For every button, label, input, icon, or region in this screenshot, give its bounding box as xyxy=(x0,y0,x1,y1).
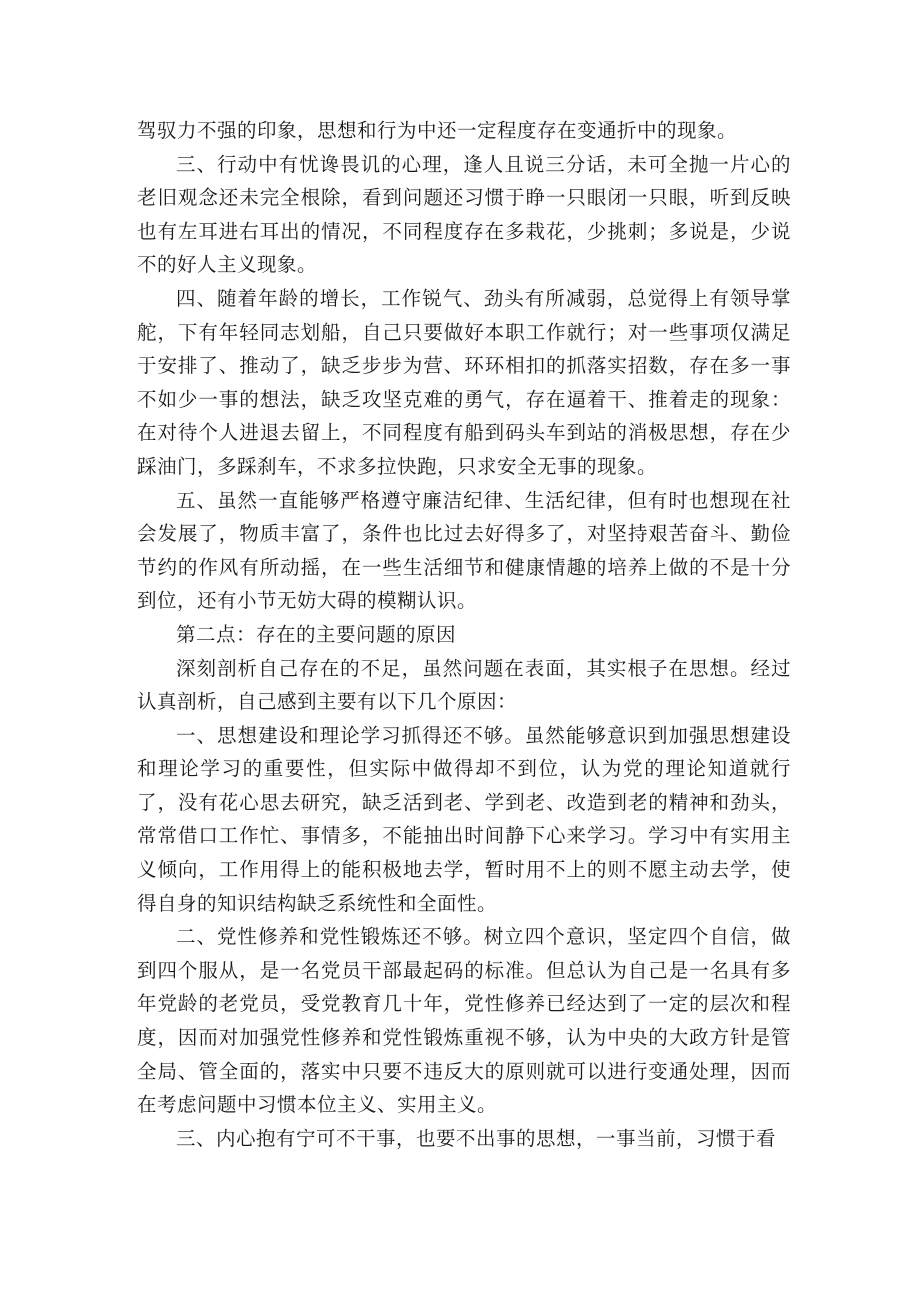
paragraph: 驾驭力不强的印象，思想和行为中还一定程度存在变通折中的现象。 xyxy=(137,119,738,142)
paragraph: 四、随着年龄的增长，工作锐气、劲头有所减弱，总觉得上有领导掌舵，下有年轻同志划船，自己只要做好本职工作就行；对一些事项仅满足于安排了、推动了，缺乏步步为营、环环相扣的抓落实招数，存在多一事不如少一事的想法，缺乏攻坚克难的勇气，存在逼着干、推着走的现象：在对待个人进退去留上，不同程度有船到码头车到站的消极思想，存在少踩油门，多踩刹车，不求多拉快跑，只求安全无事的现象。 xyxy=(137,286,791,478)
paragraph: 一、思想建设和理论学习抓得还不够。虽然能够意识到加强思想建设和理论学习的重要性，但实际中做得却不到位，认为党的理论知道就行了，没有花心思去研究，缺乏活到老、学到老、改造到老的精神和劲头，常常借口工作忙、事情多，不能抽出时间静下心来学习。学习中有实用主义倾向，工作用得上的能积极地去学，暂时用不上的则不愿主动去学，使得自身的知识结构缺乏系统性和全面性。 xyxy=(137,723,791,915)
paragraph: 二、党性修养和党性锻炼还不够。树立四个意识，坚定四个自信，做到四个服从，是一名党员干部最起码的标准。但总认为自己是一名具有多年党龄的老党员，受党教育几十年，党性修养已经达到了一定的层次和程度，因而对加强党性修养和党性锻炼重视不够，认为中央的大政方针是管全局、管全面的，落实中只要不违反大的原则就可以进行变通处理，因而在考虑问题中习惯本位主义、实用主义。 xyxy=(137,925,791,1117)
paragraph: 五、虽然一直能够严格遵守廉洁纪律、生活纪律，但有时也想现在社会发展了，物质丰富了，条件也比过去好得多了，对坚持艰苦奋斗、勤俭节约的作风有所动摇，在一些生活细节和健康情趣的培养上做的不是十分到位，还有小节无妨大碍的模糊认识。 xyxy=(137,488,791,613)
document-page xyxy=(137,114,791,1155)
section-heading: 第二点：存在的主要问题的原因 xyxy=(176,622,457,646)
paragraph: 三、行动中有忧谗畏讥的心理，逢人且说三分话，未可全抛一片心的老旧观念还未完全根除，看到问题还习惯于睁一只眼闭一只眼，听到反映也有左耳进右耳出的情况，不同程度存在多栽花，少挑刺；多说是，少说不的好人主义现象。 xyxy=(137,152,791,277)
paragraph: 三、内心抱有宁可不干事，也要不出事的思想，一事当前，习惯于看 xyxy=(176,1126,777,1150)
paragraph: 深刻剖析自己存在的不足，虽然问题在表面，其实根子在思想。经过认真剖析，自己感到主要有以下几个原因： xyxy=(137,656,791,714)
